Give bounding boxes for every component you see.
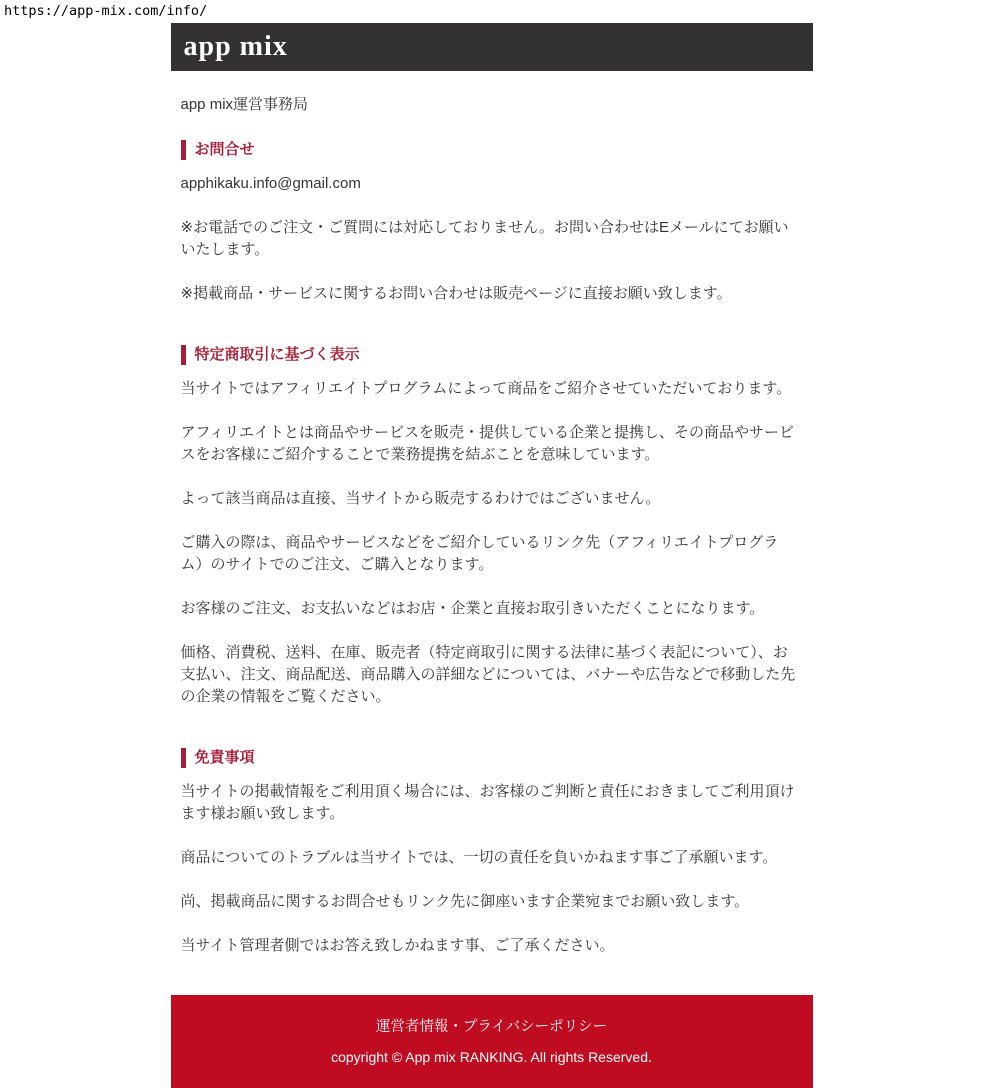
- footer-copyright: copyright © App mix RANKING. All rights Reserved.: [331, 1049, 652, 1065]
- tokutei-paragraph-3: よって該当商品は直接、当サイトから販売するわけではございません。: [180, 490, 661, 507]
- site-header: [171, 23, 813, 71]
- contact-note-phone: ※お電話でのご注文・ご質問には対応しておりません。お問い合わせはEメールにてお願いいたします。: [180, 219, 789, 258]
- tokutei-paragraph-5: お客様のご注文、お支払いなどはお店・企業と直接お取引きいただくことになります。: [180, 600, 765, 617]
- disclaimer-paragraph-3: 尚、掲載商品に関するお問合せもリンク先に御座います企業宛までお願い致します。: [180, 893, 750, 910]
- tokutei-paragraph-2: アフィリエイトとは商品やサービスを販売・提供している企業と提携し、その商品やサービスをお客様にご紹介することで業務提携を結ぶことを意味しています。: [180, 424, 795, 463]
- contact-email: apphikaku.info@gmail.com: [180, 175, 361, 192]
- content-container: [171, 23, 813, 1088]
- tokutei-paragraph-6: 価格、消費税、送料、在庫、販売者（特定商取引に関する法律に基づく表記について）、お支払い、注文、商品配送、商品購入の詳細などについては、バナーや広告などで移動した先の企業の情報をご覧ください。: [180, 644, 796, 705]
- section-heading-tokutei: 特定商取引に基づく表示: [181, 345, 796, 365]
- section-heading-contact: お問合せ: [181, 140, 796, 160]
- tokutei-paragraph-4: ご購入の際は、商品やサービスなどをご紹介しているリンク先（アフィリエイトプログラム）のサイトでのご注文、ご購入となります。: [180, 534, 779, 573]
- disclaimer-paragraph-4: 当サイト管理者側ではお答え致しかねます事、ご了承ください。: [180, 937, 615, 954]
- disclaimer-paragraph-1: 当サイトの掲載情報をご利用頂く場合には、お客様のご判断と責任におきましてご利用頂けます様お願い致します。: [180, 783, 795, 822]
- office-name: app mix運営事務局: [180, 96, 309, 113]
- tokutei-paragraph-1: 当サイトではアフィリエイトプログラムによって商品をご紹介させていただいております。: [180, 380, 792, 397]
- site-logo[interactable]: app mix: [183, 31, 288, 62]
- site-footer: [171, 995, 813, 1088]
- disclaimer-paragraph-2: 商品についてのトラブルは当サイトでは、一切の責任を負いかねます事ご了承願います。: [180, 849, 778, 866]
- footer-privacy-link[interactable]: 運営者情報・プライバシーポリシー: [375, 1019, 608, 1035]
- section-heading-disclaimer: 免責事項: [181, 748, 796, 768]
- main-content: [171, 94, 813, 957]
- contact-note-products: ※掲載商品・サービスに関するお問い合わせは販売ページに直接お願い致します。: [180, 285, 732, 302]
- url-display: https://app-mix.com/info/: [4, 3, 208, 19]
